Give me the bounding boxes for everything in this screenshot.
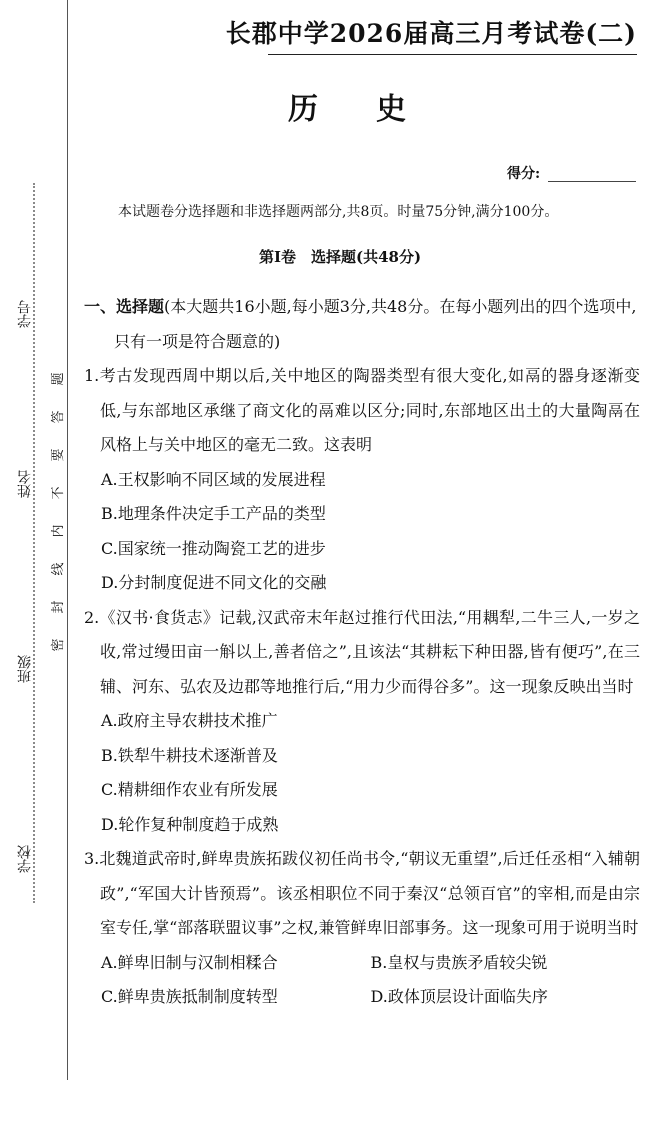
score-blank[interactable] xyxy=(548,181,636,182)
class-field[interactable] xyxy=(14,655,36,683)
binding-dotted-line xyxy=(33,183,35,903)
score-label: 得分: xyxy=(507,166,541,182)
school-field[interactable] xyxy=(14,845,36,873)
question-content xyxy=(84,290,640,1015)
seal-char: 密 xyxy=(51,638,66,652)
question-3-options-row-1 xyxy=(84,946,640,981)
question-3-options-row-2 xyxy=(84,980,640,1015)
part-label: 一、选择题 xyxy=(84,297,165,316)
question-3-option-a[interactable]: A.鲜卑旧制与汉制相糅合 xyxy=(101,952,278,972)
question-2-stem: 2.《汉书·食货志》记载,汉武帝末年赵过推行代田法,“用耦犁,二牛三人,一岁之收,常过缦田亩一斛以上,善者倍之”,且该法“其耕耘下种田器,皆有便巧”,在三辅、河东、弘农及边郡等地推行后,“用力少而得谷多”。这一现象反映出当时 xyxy=(84,607,640,696)
binding-margin xyxy=(0,0,76,1122)
question-2-option-b[interactable]: B.铁犁牛耕技术逐渐普及 xyxy=(101,745,278,765)
question-3-option-d[interactable]: D.政体顶层设计面临失序 xyxy=(370,987,548,1006)
class-label: 班级 xyxy=(17,655,33,683)
question-3-option-b[interactable]: B.皇权与贵族矛盾较尖锐 xyxy=(370,952,548,972)
student-name-label: 姓名 xyxy=(17,470,33,498)
question-1-option-a[interactable]: A.王权影响不同区域的发展进程 xyxy=(101,469,326,489)
seal-char: 不 xyxy=(51,486,66,500)
seal-notice xyxy=(52,360,66,664)
question-1-option-d[interactable]: D.分封制度促进不同文化的交融 xyxy=(101,573,327,592)
title-rule xyxy=(268,54,637,55)
question-2-option-d[interactable]: D.轮作复种制度趋于成熟 xyxy=(101,814,279,834)
seal-char: 题 xyxy=(51,372,66,386)
student-id-field[interactable] xyxy=(14,300,36,328)
seal-char: 封 xyxy=(51,600,66,614)
part-heading xyxy=(84,290,640,359)
question-3-stem: 3.北魏道武帝时,鲜卑贵族拓跋仪初任尚书令,“朝议无重望”,后迁任丞相“入辅朝政”,“军国大计皆预焉”。该丞相职位不同于秦汉“总领百官”的宰相,而是由宗室专任,掌“部落联盟议事”之权,兼管鲜卑旧部事务。这一现象可用于说明当时 xyxy=(84,849,640,937)
seal-char: 内 xyxy=(51,524,66,538)
seal-char: 线 xyxy=(51,562,66,576)
seal-char: 答 xyxy=(51,410,66,424)
question-1-option-c[interactable]: C.国家统一推动陶瓷工艺的进步 xyxy=(101,538,326,558)
section-title: 第Ⅰ卷 选择题(共48分) xyxy=(259,248,422,266)
school-label: 学校 xyxy=(17,845,33,873)
student-name-field[interactable] xyxy=(14,470,36,498)
question-1-stem: 1.考古发现西周中期以后,关中地区的陶器类型有很大变化,如鬲的器身逐渐变低,与东部地区承继了商文化的鬲难以区分;同时,东部地区出土的大量陶鬲在风格上与关中地区的毫无二致。这表明 xyxy=(84,366,640,454)
subject-title: 历史 xyxy=(288,92,464,127)
part-description: (本大题共16小题,每小题3分,共48分。在每小题列出的四个选项中,只有一项是符合题意的) xyxy=(114,297,637,351)
question-2-option-a[interactable]: A.政府主导农耕技术推广 xyxy=(101,711,278,730)
question-2-option-c[interactable]: C.精耕细作农业有所发展 xyxy=(101,780,278,799)
student-id-label: 学号 xyxy=(17,300,33,328)
seal-char: 要 xyxy=(51,448,66,462)
binding-solid-line xyxy=(67,0,68,1080)
question-1-option-b[interactable]: B.地理条件决定手工产品的类型 xyxy=(101,504,326,523)
question-3-option-c[interactable]: C.鲜卑贵族抵制制度转型 xyxy=(101,987,278,1006)
exam-instructions: 本试题卷分选择题和非选择题两部分,共8页。时量75分钟,满分100分。 xyxy=(118,204,559,220)
exam-title: 长郡中学2026届高三月考试卷(二) xyxy=(225,19,637,48)
